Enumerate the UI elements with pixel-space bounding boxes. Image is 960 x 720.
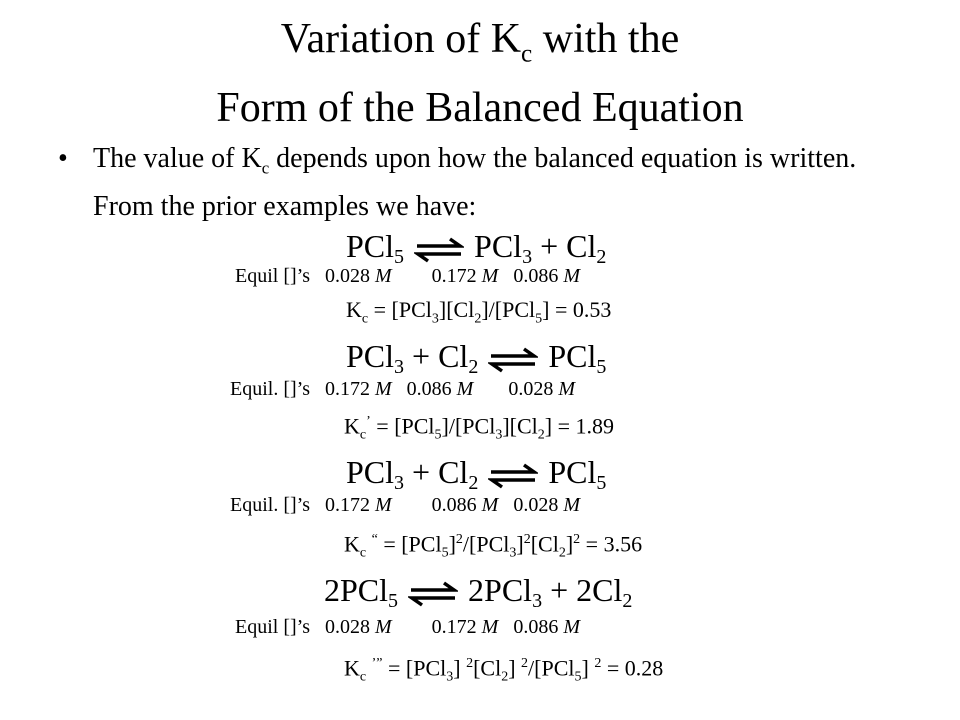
equation-3: $PCl_3 + Cl_2$ PCl$_5$ (346, 454, 607, 494)
kc-expression-1: $K_c = [PCl_3][Cl_2]/[PCl_5] = 0.53$ (346, 297, 612, 327)
title-line-2: Form of the Balanced Equation (216, 85, 744, 132)
slide-title (0, 12, 960, 135)
bullet-marker: • (58, 143, 68, 174)
title-text: Variation of K (280, 16, 522, 62)
equation-4: 2PCl$_5$ $2PCl_3 + 2Cl_2$ (324, 572, 633, 612)
bullet-text (93, 140, 893, 226)
equil-concentrations-4: Equil []’s 0.028 M 0.172 M 0.086 M (235, 616, 581, 638)
title-line-1 (0, 12, 960, 81)
equilibrium-arrows-icon (488, 463, 538, 489)
bullet-text-part: depends upon how the balanced equation is written. From the prior examples we have: (93, 143, 857, 222)
equil-concentrations-3: Equil. []’s 0.172 M 0.086 M 0.028 M (230, 494, 581, 516)
bullet-subscript: c (261, 158, 270, 178)
kc-expression-4: $K_c$ ’” = [PCl$_3$] $^2[Cl_2]$ $^2$/[PCl$_5$] $^2$ = 0.28 (344, 655, 664, 685)
equil-concentrations-1: Equil []’s 0.028 M 0.172 M 0.086 M (235, 265, 581, 287)
bullet-text-part: The value of K (93, 143, 262, 174)
equilibrium-arrows-icon (414, 237, 464, 263)
equation-1: PCl$_5$ $PCl_3 + Cl_2$ (346, 228, 607, 268)
equilibrium-arrows-icon (408, 581, 458, 607)
kc-expression-2: $K_c^’ = [PCl_5]/[PCl_3][Cl_2] = 1.89$ (344, 413, 615, 443)
equil-concentrations-2: Equil. []’s 0.172 M 0.086 M 0.028 M (230, 378, 576, 400)
equation-2: $PCl_3 + Cl_2$ PCl$_5$ (346, 338, 607, 378)
kc-expression-3: $K_c$ $^“ = [PCl_5]^2/[PCl_3]^2[Cl_2]^2 = 3.56$ (344, 531, 643, 561)
equilibrium-arrows-icon (488, 347, 538, 373)
title-text: with the (532, 16, 680, 62)
title-subscript: c (521, 40, 533, 68)
